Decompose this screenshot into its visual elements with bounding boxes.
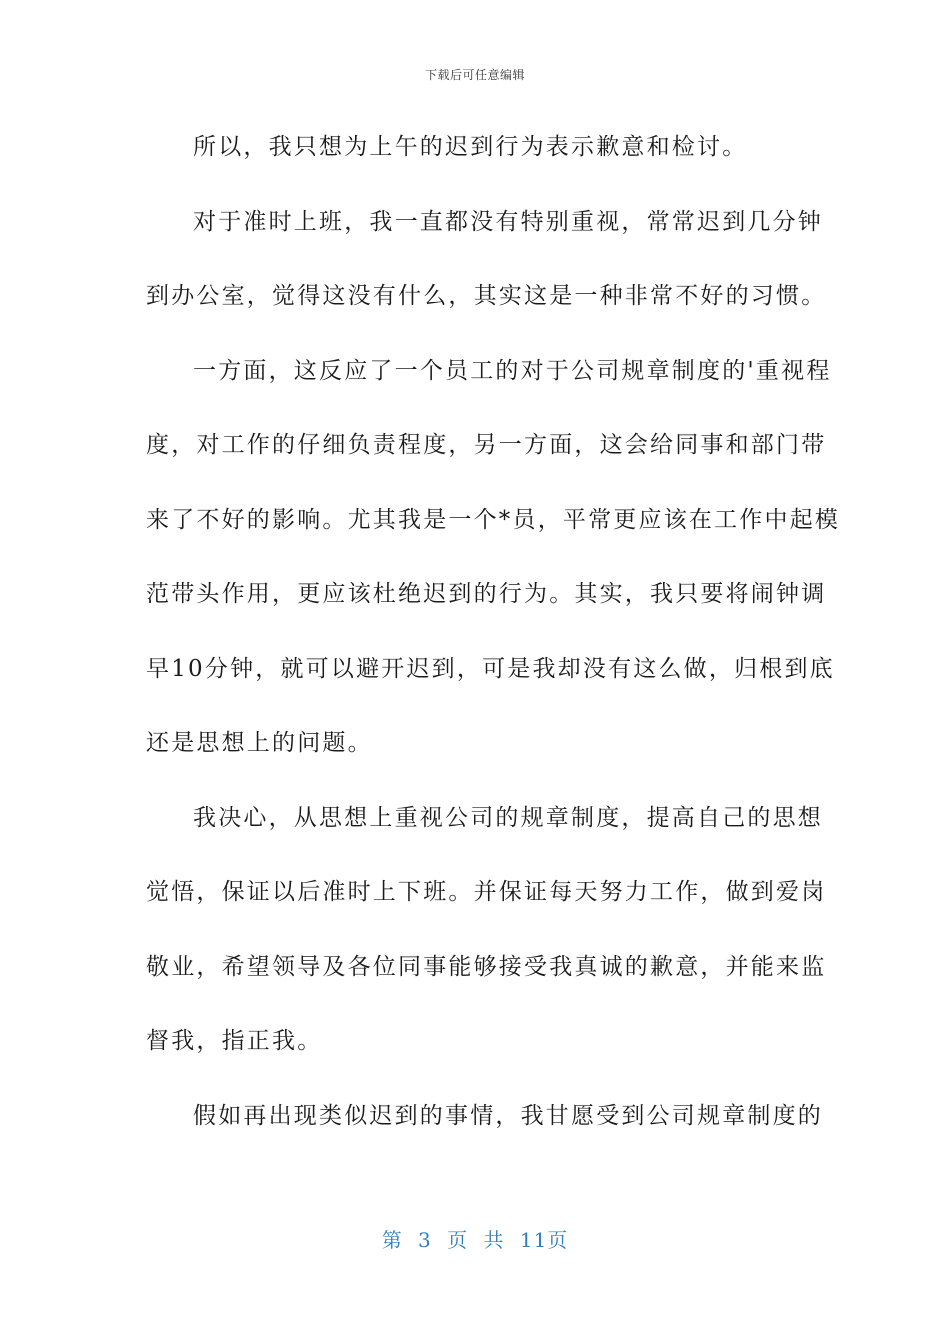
paragraph-line: 还是思想上的问题。 xyxy=(146,730,373,756)
paragraph-line: 来了不好的影响。尤其我是一个*员，平常更应该在工作中起模 xyxy=(146,506,841,533)
paragraph-line: 对于准时上班，我一直都没有特别重视，常常迟到几分钟 xyxy=(193,208,823,235)
paragraph-line: 敬业，希望领导及各位同事能够接受我真诚的歉意，并能来监 xyxy=(146,953,827,980)
paragraph-line: 度，对工作的仔细负责程度，另一方面，这会给同事和部门带 xyxy=(146,432,827,458)
paragraph-line: 觉悟，保证以后准时上下班。并保证每天努力工作，做到爱岗 xyxy=(146,879,827,905)
paragraph-line: 一方面，这反应了一个员工的对于公司规章制度的'重视程 xyxy=(193,357,832,384)
paragraph-line: 早10分钟，就可以避开迟到，可是我却没有这么做，归根到底 xyxy=(146,655,835,682)
paragraph-line: 所以，我只想为上午的迟到行为表示歉意和检讨。 xyxy=(193,134,748,160)
paragraph-line: 我决心，从思想上重视公司的规章制度，提高自己的思想 xyxy=(193,804,823,831)
document-body xyxy=(146,127,841,1170)
paragraph-line: 督我，指正我。 xyxy=(146,1028,323,1054)
paragraph-line: 假如再出现类似迟到的事情，我甘愿受到公司规章制度的 xyxy=(193,1102,823,1129)
page-number: 第 3 页 共 11页 xyxy=(381,1228,569,1252)
paragraph-line: 到办公室，觉得这没有什么，其实这是一种非常不好的习惯。 xyxy=(146,283,827,309)
paragraph-line: 范带头作用，更应该杜绝迟到的行为。其实，我只要将闹钟调 xyxy=(146,581,827,607)
page-header-note: 下载后可任意编辑 xyxy=(424,68,525,82)
